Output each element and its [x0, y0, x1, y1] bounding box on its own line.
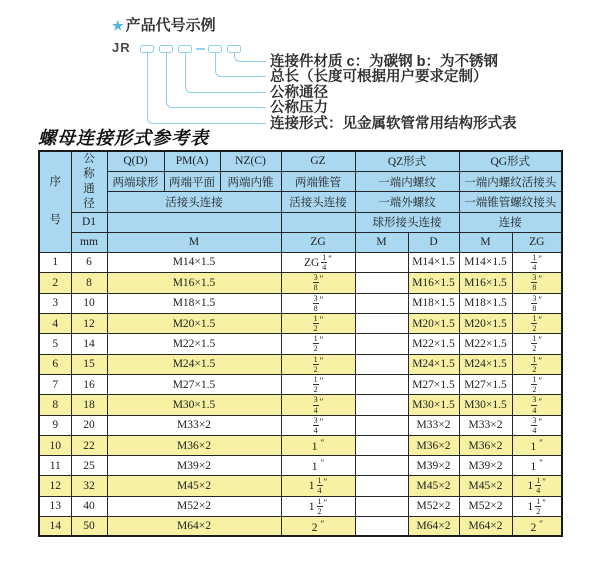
cell-qz-m [355, 293, 408, 313]
cell-qg-zg: 1 ″ [512, 456, 562, 476]
header-empty [107, 212, 281, 232]
cell-dn: 22 [71, 436, 107, 456]
cell-qz-d: M27×1.5 [408, 375, 459, 395]
cell-gz: $\frac{3}{4}$ ″ [281, 415, 355, 435]
cell-qz-m [355, 334, 408, 354]
code-label-pressure: 公称压力 [270, 100, 328, 116]
cell-qg-zg: 1 $\frac{1}{2}$ ″ [512, 496, 562, 516]
cell-qg-zg: $\frac{1}{2}$ ″ [512, 375, 562, 395]
cell-qz-d: M52×2 [408, 496, 459, 516]
cell-qg-m: M22×1.5 [459, 334, 512, 354]
table-row [39, 293, 562, 313]
header-group-qd: Q(D) [107, 151, 164, 171]
cell-gz: 1 $\frac{1}{2}$ ″ [281, 496, 355, 516]
cell-dn: 12 [71, 313, 107, 333]
header-group-qz: QZ形式 [355, 151, 459, 171]
cell-m: M52×2 [107, 496, 281, 516]
cell-qz-m [355, 273, 408, 293]
cell-m: M39×2 [107, 456, 281, 476]
cell-gz: $\frac{3}{4}$ ″ [281, 395, 355, 415]
inch-fraction: $\frac{1}{4}$ [317, 476, 322, 496]
cell-qz-d: M22×1.5 [408, 334, 459, 354]
code-box [178, 45, 192, 53]
header-unit-qz-d: D [408, 232, 459, 252]
inch-fraction: $\frac{1}{2}$ [313, 313, 318, 334]
cell-dn: 32 [71, 476, 107, 496]
table-title: 螺母连接形式参考表 [38, 128, 209, 148]
cell-qg-zg: 2 ″ [512, 516, 562, 536]
header-unit-mm: mm [71, 232, 107, 252]
cell-qz-m [355, 354, 408, 374]
cell-seq: 1 [39, 252, 71, 272]
cell-qz-d: M30×1.5 [408, 395, 459, 415]
diagram-heading-text: 产品代号示例 [125, 17, 216, 34]
cell-m: M30×1.5 [107, 395, 281, 415]
inch-fraction: $\frac{1}{4}$ [532, 252, 537, 272]
cell-gz: $\frac{3}{8}$ ″ [281, 273, 355, 293]
cell-dn: 20 [71, 415, 107, 435]
inch-fraction: $\frac{3}{4}$ [313, 395, 318, 415]
table-row [39, 516, 562, 536]
cell-gz: 2 ″ [281, 516, 355, 536]
cell-qz-d: M18×1.5 [408, 293, 459, 313]
cell-qz-d: M16×1.5 [408, 273, 459, 293]
cell-qz-m [355, 436, 408, 456]
header-conn-gz: 活接头连接 [281, 192, 355, 212]
inch-fraction: $\frac{1}{2}$ [532, 354, 537, 374]
cell-qg-zg: $\frac{1}{4}$ ″ [512, 252, 562, 272]
cell-m: M36×2 [107, 436, 281, 456]
cell-seq: 6 [39, 354, 71, 374]
cell-m: M45×2 [107, 476, 281, 496]
header-group-pma: PM(A) [164, 151, 220, 171]
code-label-connection: 连接形式：见金属软管常用结构形式表 [270, 116, 517, 132]
header-conn-union: 活接头连接 [107, 192, 281, 212]
cell-qg-m: M36×2 [459, 436, 512, 456]
table-row [39, 456, 562, 476]
inch-fraction: $\frac{1}{2}$ [532, 334, 537, 354]
code-box [227, 45, 241, 53]
cell-qg-zg: $\frac{3}{8}$ ″ [512, 273, 562, 293]
cell-qg-m: M33×2 [459, 415, 512, 435]
cell-qg-m: M64×2 [459, 516, 512, 536]
cell-qz-m [355, 516, 408, 536]
inch-fraction: $\frac{3}{8}$ [313, 293, 318, 313]
cell-qg-zg: 1 $\frac{1}{4}$ ″ [512, 476, 562, 496]
cell-dn: 6 [71, 252, 107, 272]
inch-fraction: $\frac{3}{4}$ [532, 415, 537, 435]
table-row [39, 436, 562, 456]
header-seq: 序号 [39, 151, 71, 252]
table-body [39, 252, 562, 536]
table-row [39, 273, 562, 293]
header-form-qd: 两端球形 [107, 171, 164, 191]
header-group-gz: GZ [281, 151, 355, 171]
cell-qz-d: M36×2 [408, 436, 459, 456]
inch-fraction: $\frac{1}{2}$ [313, 375, 318, 395]
reference-table [38, 150, 563, 537]
cell-gz: 1 ″ [281, 436, 355, 456]
cell-gz: $\frac{1}{2}$ ″ [281, 334, 355, 354]
cell-seq: 7 [39, 375, 71, 395]
inch-fraction: $\frac{1}{4}$ [536, 476, 541, 496]
cell-dn: 15 [71, 354, 107, 374]
code-label-length: 总长（长度可根据用户要求定制） [270, 69, 488, 85]
reference-table-wrap [38, 150, 563, 537]
cell-dn: 25 [71, 456, 107, 476]
table-row [39, 334, 562, 354]
cell-dn: 14 [71, 334, 107, 354]
inch-fraction: $\frac{3}{4}$ [313, 415, 318, 435]
cell-m: M24×1.5 [107, 354, 281, 374]
cell-gz: ZG $\frac{1}{4}$ ″ [281, 252, 355, 272]
diagram-heading [112, 14, 216, 35]
cell-gz: $\frac{1}{2}$ ″ [281, 354, 355, 374]
cell-seq: 14 [39, 516, 71, 536]
cell-qg-m: M16×1.5 [459, 273, 512, 293]
cell-qg-zg: $\frac{1}{2}$ ″ [512, 354, 562, 374]
header-conn-qz: 一端外螺纹 [355, 192, 459, 212]
header-unit-qg-m: M [459, 232, 512, 252]
cell-qg-m: M52×2 [459, 496, 512, 516]
inch-fraction: $\frac{1}{4}$ [322, 252, 327, 272]
header-form-nzc: 两端内锥 [220, 171, 281, 191]
cell-qg-zg: $\frac{1}{2}$ ″ [512, 313, 562, 333]
header-group-qg: QG形式 [459, 151, 562, 171]
cell-m: M20×1.5 [107, 313, 281, 333]
cell-qz-m [355, 496, 408, 516]
cell-qz-m [355, 395, 408, 415]
inch-fraction: $\frac{1}{2}$ [532, 313, 537, 334]
cell-qg-m: M30×1.5 [459, 395, 512, 415]
star-icon: ★ [112, 18, 124, 33]
table-row [39, 415, 562, 435]
cell-m: M64×2 [107, 516, 281, 536]
code-label-diameter: 公称通径 [270, 85, 328, 101]
cell-gz: $\frac{1}{2}$ ″ [281, 313, 355, 333]
cell-qg-m: M18×1.5 [459, 293, 512, 313]
cell-qz-m [355, 252, 408, 272]
cell-qz-d: M39×2 [408, 456, 459, 476]
inch-fraction: $\frac{3}{8}$ [532, 293, 537, 313]
cell-dn: 18 [71, 395, 107, 415]
header-dn: 公称通径 [71, 151, 107, 212]
cell-gz: 1 $\frac{1}{4}$ ″ [281, 476, 355, 496]
inch-fraction: $\frac{3}{4}$ [532, 395, 537, 415]
connector-line [147, 53, 266, 124]
header-empty [281, 212, 355, 232]
cell-qz-m [355, 415, 408, 435]
cell-qg-m: M24×1.5 [459, 354, 512, 374]
cell-seq: 9 [39, 415, 71, 435]
cell-qg-zg: 1 ″ [512, 436, 562, 456]
cell-seq: 12 [39, 476, 71, 496]
cell-dn: 8 [71, 273, 107, 293]
header-d1: D1 [71, 212, 107, 232]
cell-seq: 11 [39, 456, 71, 476]
cell-qz-m [355, 375, 408, 395]
cell-seq: 8 [39, 395, 71, 415]
table-row [39, 375, 562, 395]
cell-qz-d: M14×1.5 [408, 252, 459, 272]
cell-qg-zg: $\frac{3}{4}$ ″ [512, 395, 562, 415]
cell-qg-m: M14×1.5 [459, 252, 512, 272]
table-row [39, 354, 562, 374]
header-form-qg: 一端内螺纹活接头 [459, 171, 562, 191]
cell-qg-zg: $\frac{3}{4}$ ″ [512, 415, 562, 435]
cell-seq: 10 [39, 436, 71, 456]
table-row [39, 476, 562, 496]
cell-dn: 40 [71, 496, 107, 516]
code-box [140, 45, 154, 53]
cell-qz-m [355, 456, 408, 476]
header-conn2-qz: 球形接头连接 [355, 212, 459, 232]
header-group-nzc: NZ(C) [220, 151, 281, 171]
code-separator-dash [196, 48, 205, 50]
cell-qg-m: M20×1.5 [459, 313, 512, 333]
table-row [39, 252, 562, 272]
cell-m: M14×1.5 [107, 252, 281, 272]
cell-qz-m [355, 313, 408, 333]
cell-dn: 16 [71, 375, 107, 395]
cell-seq: 2 [39, 273, 71, 293]
cell-m: M33×2 [107, 415, 281, 435]
inch-fraction: $\frac{3}{8}$ [532, 273, 537, 293]
table-row [39, 313, 562, 333]
cell-qz-m [355, 476, 408, 496]
cell-seq: 5 [39, 334, 71, 354]
header-form-gz: 两端锥管 [281, 171, 355, 191]
inch-fraction: $\frac{1}{2}$ [313, 334, 318, 354]
table-header [39, 151, 562, 252]
cell-gz: $\frac{1}{2}$ ″ [281, 375, 355, 395]
cell-m: M27×1.5 [107, 375, 281, 395]
cell-qg-zg: $\frac{3}{8}$ ″ [512, 293, 562, 313]
header-unit-qz-m: M [355, 232, 408, 252]
header-form-qz: 一端内螺纹 [355, 171, 459, 191]
cell-seq: 4 [39, 313, 71, 333]
header-unit-qg-zg: ZG [512, 232, 562, 252]
cell-dn: 10 [71, 293, 107, 313]
cell-qg-m: M27×1.5 [459, 375, 512, 395]
cell-gz: $\frac{3}{8}$ ″ [281, 293, 355, 313]
cell-gz: 1 ″ [281, 456, 355, 476]
code-box [159, 45, 173, 53]
header-form-pma: 两端平面 [164, 171, 220, 191]
inch-fraction: $\frac{1}{2}$ [536, 496, 541, 516]
header-unit-zg: ZG [281, 232, 355, 252]
header-conn2-qg: 连接 [459, 212, 562, 232]
cell-seq: 3 [39, 293, 71, 313]
code-box [208, 45, 222, 53]
cell-qz-d: M24×1.5 [408, 354, 459, 374]
cell-qz-d: M33×2 [408, 415, 459, 435]
cell-qg-zg: $\frac{1}{2}$ ″ [512, 334, 562, 354]
cell-qz-d: M20×1.5 [408, 313, 459, 333]
cell-qg-m: M39×2 [459, 456, 512, 476]
inch-fraction: $\frac{1}{2}$ [317, 496, 322, 516]
cell-m: M16×1.5 [107, 273, 281, 293]
code-label-material: 连接件材质 c：为碳钢 b：为不锈钢 [270, 54, 498, 70]
cell-seq: 13 [39, 496, 71, 516]
inch-fraction: $\frac{1}{2}$ [532, 375, 537, 395]
cell-m: M18×1.5 [107, 293, 281, 313]
header-unit-m: M [107, 232, 281, 252]
cell-qz-d: M45×2 [408, 476, 459, 496]
inch-fraction: $\frac{3}{8}$ [313, 273, 318, 293]
inch-fraction: $\frac{1}{2}$ [313, 354, 318, 374]
table-row [39, 496, 562, 516]
cell-dn: 50 [71, 516, 107, 536]
header-conn-qg: 一端锥管螺纹接头 [459, 192, 562, 212]
cell-qg-m: M45×2 [459, 476, 512, 496]
code-prefix: JR [112, 40, 131, 55]
product-code-diagram [0, 0, 600, 132]
cell-qz-d: M64×2 [408, 516, 459, 536]
table-row [39, 395, 562, 415]
cell-m: M22×1.5 [107, 334, 281, 354]
